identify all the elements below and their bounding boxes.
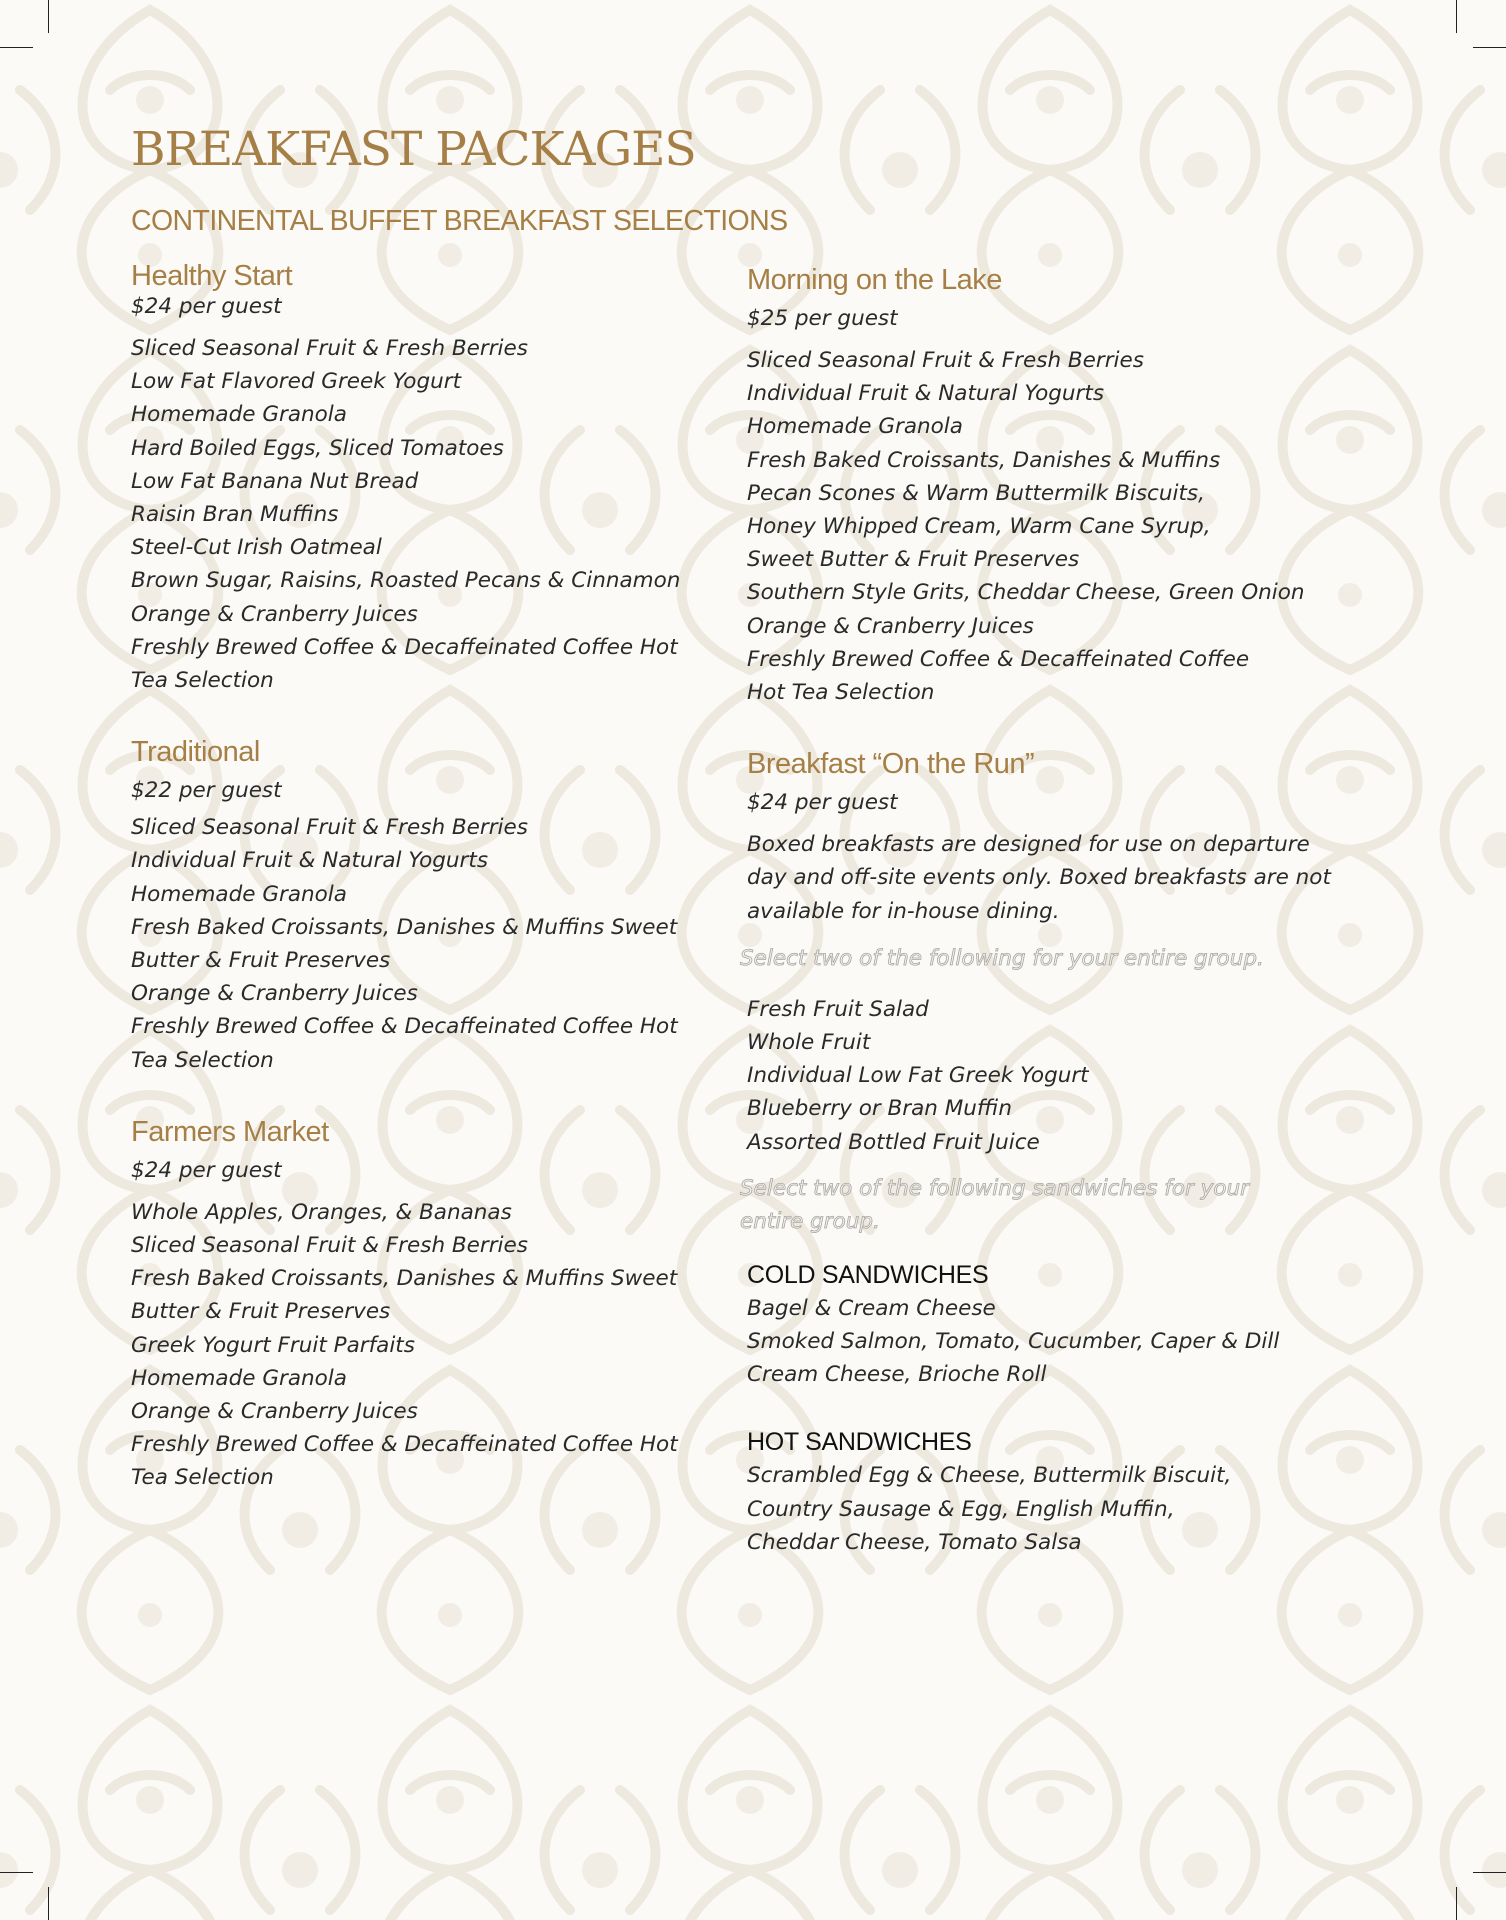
list-item: Smoked Salmon, Tomato, Cucumber, Caper & Dill [747,1329,1280,1355]
list-item: Honey Whipped Cream, Warm Cane Syrup, [747,514,1211,540]
page-title: BREAKFAST PACKAGES [131,122,696,177]
crop-mark [48,1887,49,1920]
sandwich-note [740,1172,1367,1238]
list-item: Whole Apples, Oranges, & Bananas [131,1199,512,1225]
section-title: Farmers Market [131,1115,329,1148]
list-item: Hard Boiled Eggs, Sliced Tomatoes [131,435,504,461]
farmers-market-section [131,1114,731,1495]
section-price: $24 per guest [131,1157,282,1183]
crop-mark [1456,0,1457,33]
list-item: Raisin Bran Muffins [131,502,339,528]
list-item: Homemade Granola [131,402,347,428]
list-item: Individual Fruit & Natural Yogurts [131,848,489,874]
list-item: Freshly Brewed Coffee & Decaffeinated Coffee Hot [131,1432,678,1458]
list-item: Sliced Seasonal Fruit & Fresh Berries [131,1233,528,1259]
list-item: Cream Cheese, Brioche Roll [747,1362,1047,1388]
list-item: Assorted Bottled Fruit Juice [747,1129,1040,1155]
healthy-start-section [131,258,731,697]
list-item: Orange & Cranberry Juices [131,601,418,627]
list-item: Sliced Seasonal Fruit & Fresh Berries [131,336,528,361]
cold-sandwiches-title: COLD SANDWICHES [747,1260,989,1289]
hot-sandwiches [747,1425,1367,1559]
section-title: Breakfast “On the Run” [747,748,1035,781]
section-price: $22 per guest [131,778,282,804]
list-item: Fresh Fruit Salad [747,996,929,1022]
page-subtitle: CONTINENTAL BUFFET BREAKFAST SELECTIONS [131,205,788,237]
list-item: Orange & Cranberry Juices [131,1399,418,1425]
crop-mark [48,0,49,33]
list-item: Low Fat Flavored Greek Yogurt [131,369,462,395]
list-item: Brown Sugar, Raisins, Roasted Pecans & Cinnamon [131,568,681,594]
list-item: Orange & Cranberry Juices [747,613,1034,639]
option-list [747,993,1367,1159]
list-item: Greek Yogurt Fruit Parfaits [131,1332,415,1358]
list-item: Individual Low Fat Greek Yogurt [747,1063,1089,1089]
list-item: Sliced Seasonal Fruit & Fresh Berries [747,348,1144,373]
list-item: Hot Tea Selection [747,680,935,706]
list-item: Sweet Butter & Fruit Preserves [747,547,1080,573]
item-list [131,332,731,697]
description [747,828,1367,928]
list-item: Homemade Granola [131,1365,347,1391]
section-title: Morning on the Lake [747,264,1002,296]
description-line: day and off-site events only. Boxed breakfasts are not [747,865,1331,891]
section-price: $24 per guest [131,294,282,319]
list-item: Butter & Fruit Preserves [131,948,391,974]
list-item: Southern Style Grits, Cheddar Cheese, Green Onion [747,580,1305,606]
list-item: Fresh Baked Croissants, Danishes & Muffins Sweet [131,914,678,940]
list-item: Whole Fruit [747,1030,871,1056]
list-item: Freshly Brewed Coffee & Decaffeinated Coffee Hot [131,1014,678,1040]
list-item: Homemade Granola [131,881,347,907]
item-list [747,1292,1367,1392]
cold-sandwiches [747,1258,1367,1392]
list-item: Sliced Seasonal Fruit & Fresh Berries [131,815,528,841]
description-line: Boxed breakfasts are designed for use on departure [747,832,1310,858]
description-line: available for in-house dining. [747,898,1060,924]
list-item: Cheddar Cheese, Tomato Salsa [747,1529,1082,1555]
crop-mark [1456,1887,1457,1920]
select-note-line: Select two of the following sandwiches for your [740,1175,1249,1201]
crop-mark [1473,47,1506,48]
crop-mark [0,1872,33,1873]
morning-on-the-lake-section [747,262,1367,709]
select-note: Select two of the following for your entire group. [740,945,1264,971]
list-item: Freshly Brewed Coffee & Decaffeinated Coffee [747,646,1250,672]
section-price: $25 per guest [747,306,898,331]
left-column [131,258,731,1495]
list-item: Bagel & Cream Cheese [747,1295,996,1321]
item-list [131,1196,731,1495]
list-item: Blueberry or Bran Muffin [747,1096,1013,1122]
list-item: Country Sausage & Egg, English Muffin, [747,1496,1175,1522]
item-list [747,344,1367,709]
list-item: Tea Selection [131,1047,274,1073]
list-item: Freshly Brewed Coffee & Decaffeinated Coffee Hot [131,634,678,660]
list-item: Low Fat Banana Nut Bread [131,468,419,494]
list-item: Butter & Fruit Preserves [131,1299,391,1325]
select-note-line: entire group. [740,1208,880,1234]
section-price: $24 per guest [747,790,898,816]
list-item: Fresh Baked Croissants, Danishes & Muffins Sweet [131,1266,678,1292]
list-item: Tea Selection [131,668,274,694]
section-title: Healthy Start [131,260,293,292]
list-item: Orange & Cranberry Juices [131,981,418,1007]
list-item: Scrambled Egg & Cheese, Buttermilk Biscuit, [747,1463,1232,1489]
crop-mark [1473,1872,1506,1873]
traditional-section [131,734,731,1077]
crop-mark [0,47,33,48]
item-list [131,811,731,1077]
hot-sandwiches-title: HOT SANDWICHES [747,1428,972,1457]
list-item: Steel-Cut Irish Oatmeal [131,535,382,561]
breakfast-on-the-run-section [740,746,1367,1559]
right-column [740,262,1367,1559]
list-item: Homemade Granola [747,414,963,440]
list-item: Tea Selection [131,1465,274,1491]
list-item: Fresh Baked Croissants, Danishes & Muffins [747,447,1221,473]
list-item: Pecan Scones & Warm Buttermilk Biscuits, [747,480,1205,506]
list-item: Individual Fruit & Natural Yogurts [747,381,1105,407]
section-title: Traditional [131,736,260,769]
item-list [747,1459,1367,1559]
